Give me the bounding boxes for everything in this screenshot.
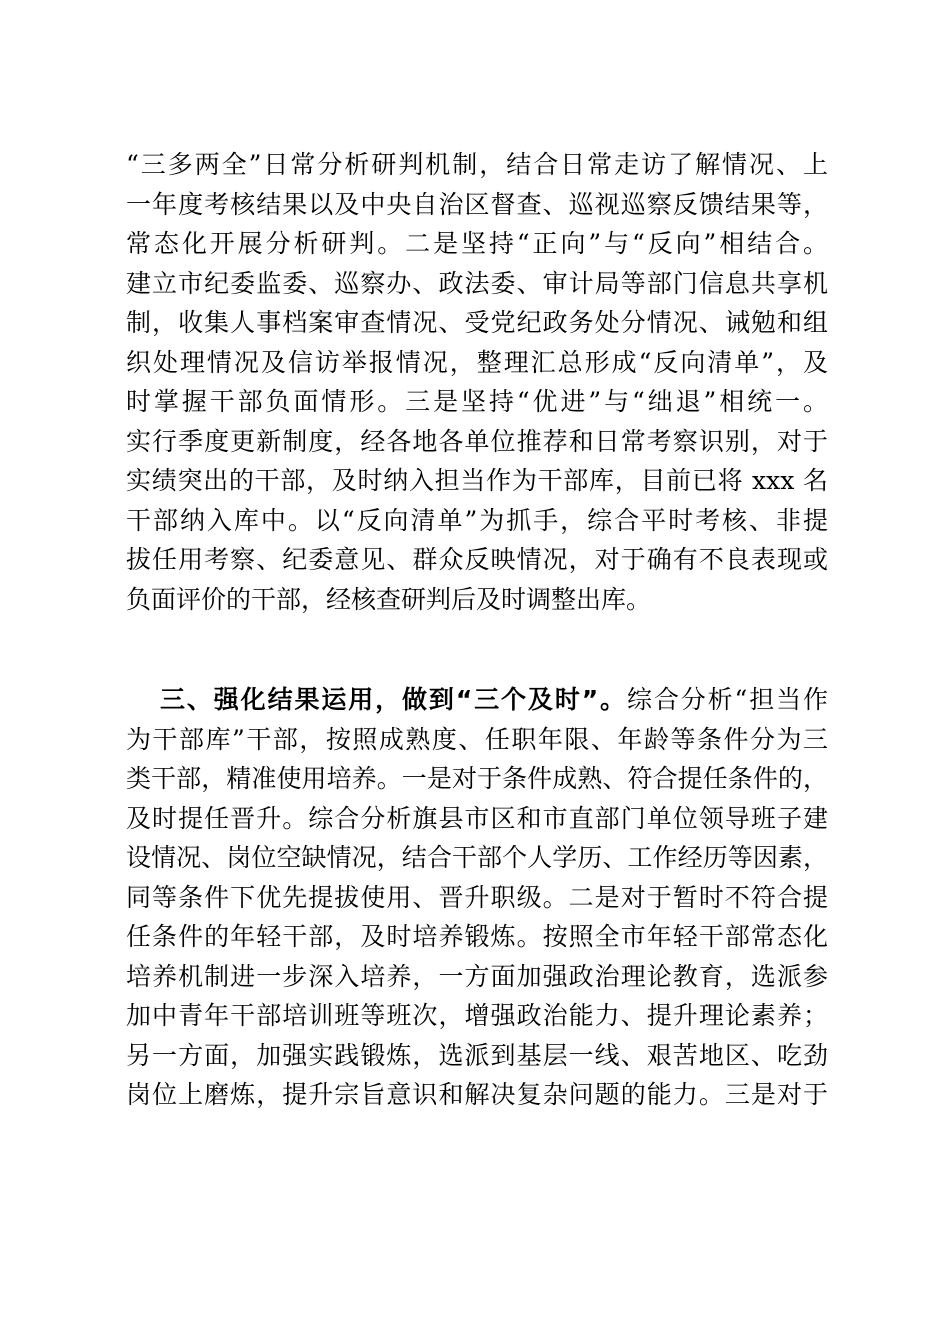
text-line: “三多两全”日常分析研判机制，结合日常走访了解情况、上 (126, 150, 828, 179)
text-line: 常态化开展分析研判。二是坚持“正向”与“反向”相结合。 (126, 229, 828, 258)
paragraph-2 (126, 680, 828, 1115)
text-line: 岗位上磨炼，提升宗旨意识和解决复杂问题的能力。三是对于 (126, 1080, 828, 1109)
text-line: 建立市纪委监委、巡察办、政法委、审计局等部门信息共享机 (126, 268, 828, 298)
text-line: 加中青年干部培训班等班次，增强政治能力、提升理论素养； (126, 1001, 828, 1030)
paragraph-1 (126, 145, 828, 619)
text-line: 任条件的年轻干部，及时培养锻炼。按照全市年轻干部常态化 (126, 922, 828, 951)
paragraph-2-first-line (126, 680, 828, 720)
text-line: 培养机制进一步深入培养，一方面加强政治理论教育，选派参 (126, 961, 828, 991)
text-line: 及时提任晋升。综合分析旗县市区和市直部门单位领导班子建 (126, 803, 828, 833)
text-line: 一年度考核结果以及中央自治区督查、巡视巡察反馈结果等， (126, 189, 828, 219)
text-line: 设情况、岗位空缺情况，结合干部个人学历、工作经历等因素， (126, 843, 828, 872)
text-line: 织处理情况及信访举报情况，整理汇总形成“反向清单”，及 (126, 347, 828, 377)
section-heading: 三、强化结果运用，做到“三个及时”。 (160, 685, 627, 714)
heading-line-rest: 综合分析“担当作 (626, 685, 828, 714)
text-line: 干部纳入库中。以“反向清单”为抓手，综合平时考核、非提 (126, 505, 828, 535)
text-line: 负面评价的干部，经核查研判后及时调整出库。 (126, 584, 652, 614)
text-line: 类干部，精准使用培养。一是对于条件成熟、符合提任条件的， (126, 764, 828, 793)
text-line: 拔任用考察、纪委意见、群众反映情况，对于确有不良表现或 (126, 545, 828, 574)
text-line: 时掌握干部负面情形。三是坚持“优进”与“绌退”相统一。 (126, 387, 828, 416)
text-line: 实绩突出的干部，及时纳入担当作为干部库，目前已将 xxx 名 (126, 466, 828, 495)
text-line: 为干部库”干部，按照成熟度、任职年限、年龄等条件分为三 (126, 724, 828, 754)
text-line: 实行季度更新制度，经各地各单位推荐和日常考察识别，对于 (126, 426, 828, 456)
text-line: 制，收集人事档案审查情况、受党纪政务处分情况、诫勉和组 (126, 308, 828, 337)
text-line: 另一方面，加强实践锻炼，选派到基层一线、艰苦地区、吃劲 (126, 1040, 828, 1070)
text-line: 同等条件下优先提拔使用、晋升职级。二是对于暂时不符合提 (126, 882, 828, 912)
